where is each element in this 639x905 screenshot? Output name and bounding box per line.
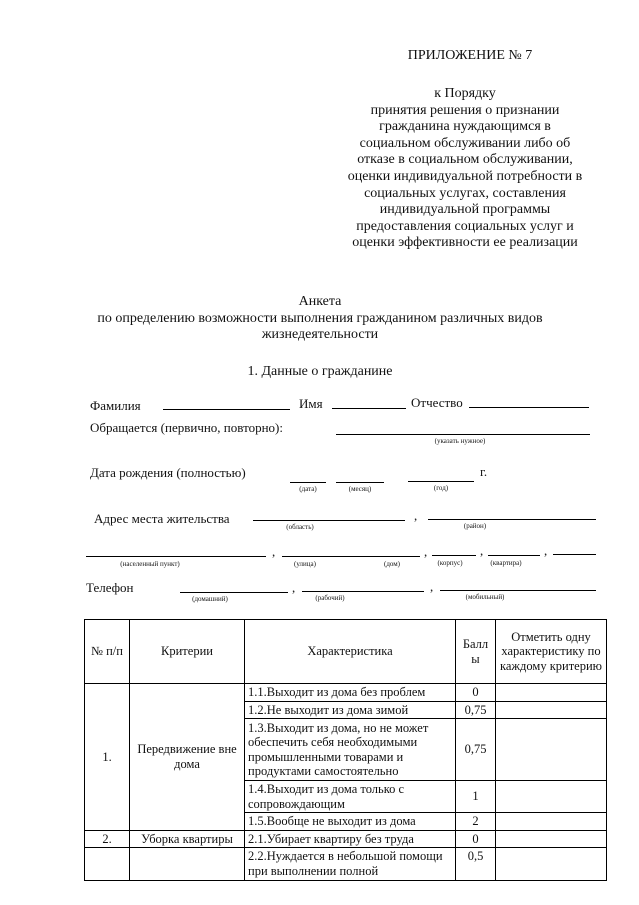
- criteria-table: [84, 619, 607, 881]
- mark-cell[interactable]: [496, 830, 607, 848]
- characteristic-text: 1.2.Не выходит из дома зимой: [245, 701, 456, 719]
- title-line: Анкета: [298, 294, 342, 309]
- order-line: социальных услугах, составления: [364, 185, 566, 201]
- characteristic-text: 1.3.Выходит из дома, но не может обеспечить себя необходимыми промышленными товарами и продуктами самостоятельно: [245, 719, 456, 781]
- appendix-title: ПРИЛОЖЕНИЕ № 7: [407, 48, 533, 63]
- name-label: Имя: [299, 396, 323, 411]
- mark-cell[interactable]: [496, 701, 607, 719]
- surname-label: Фамилия: [90, 398, 141, 413]
- criteria-name: Уборка квартиры: [130, 830, 245, 848]
- characteristic-text: [245, 848, 456, 881]
- applies-label: Обращается (первично, повторно):: [90, 420, 283, 435]
- street-hint: (улица): [294, 560, 316, 568]
- home-phone-field[interactable]: [180, 592, 288, 593]
- home-hint: (домашний): [192, 595, 228, 603]
- table-row: [85, 830, 607, 848]
- title-line: по определению возможности выполнения гражданином различных видов: [97, 310, 543, 326]
- region-field[interactable]: [253, 520, 405, 521]
- comma: ,: [544, 543, 548, 558]
- apartment-field[interactable]: [488, 555, 540, 556]
- birth-day-field[interactable]: [290, 482, 326, 483]
- applies-field[interactable]: [336, 434, 590, 435]
- order-line: принятия решения о признании: [370, 102, 560, 118]
- characteristic-text-inner: 2.2.Нуждается в небольшой помощи при выполнении полной: [248, 849, 443, 878]
- street-house-field[interactable]: [282, 556, 420, 557]
- criteria-number-empty: [85, 848, 130, 881]
- criteria-number: 2.: [85, 830, 130, 848]
- header-points: Балл ы: [456, 620, 496, 684]
- patronymic-label: Отчество: [411, 395, 463, 410]
- apartment-hint: (квартира): [490, 559, 522, 567]
- mark-cell[interactable]: [496, 684, 607, 702]
- year-suffix: г.: [480, 464, 488, 479]
- order-line: гражданина нуждающимся в: [379, 119, 551, 135]
- header-num: № п/п: [85, 620, 130, 684]
- points-value: 0: [456, 830, 496, 848]
- characteristic-text: 2.1.Убирает квартиру без труда: [245, 830, 456, 848]
- locality-field[interactable]: [86, 556, 266, 557]
- mobile-hint: (мобильный): [465, 593, 505, 601]
- questionnaire-title: [60, 294, 580, 344]
- order-reference: [330, 86, 600, 252]
- table-header-row: [85, 620, 607, 684]
- title-line: жизнедеятельности: [261, 327, 379, 342]
- comma: ,: [430, 579, 434, 594]
- month-hint: (месяц): [348, 485, 372, 493]
- work-hint: (рабочий): [315, 594, 345, 602]
- criteria-name-empty: [130, 848, 245, 881]
- mark-cell[interactable]: [496, 813, 607, 831]
- year-hint: (год): [433, 484, 449, 492]
- table-row: [85, 684, 607, 702]
- header-criteria: Критерии: [130, 620, 245, 684]
- order-line: социальном обслуживании либо об: [359, 135, 571, 151]
- district-hint: (район): [463, 522, 487, 530]
- work-phone-field[interactable]: [302, 591, 424, 592]
- section-heading: 1. Данные о гражданине: [247, 364, 393, 379]
- characteristic-text: 1.1.Выходит из дома без проблем: [245, 684, 456, 702]
- house-hint: (дом): [383, 560, 401, 568]
- header-mark: Отметить одну характеристику по каждому критерию: [496, 620, 607, 684]
- points-value: 1: [456, 781, 496, 813]
- district-field[interactable]: [428, 519, 596, 520]
- specify-hint: (указать нужное): [434, 437, 486, 445]
- order-line: оценки индивидуальной потребности в: [347, 168, 583, 184]
- points-value: 0,5: [456, 848, 496, 881]
- points-value: 2: [456, 813, 496, 831]
- day-hint: (дата): [299, 485, 317, 493]
- surname-field[interactable]: [163, 409, 290, 410]
- building-hint: (корпус): [437, 559, 463, 567]
- mark-cell[interactable]: [496, 781, 607, 813]
- comma: ,: [292, 580, 296, 595]
- phone-label: Телефон: [86, 580, 134, 595]
- mobile-phone-field[interactable]: [440, 590, 596, 591]
- patronymic-field[interactable]: [469, 407, 589, 408]
- table-row: [85, 848, 607, 881]
- birth-date-label: Дата рождения (полностью): [90, 465, 246, 480]
- region-hint: (область): [286, 523, 314, 531]
- name-field[interactable]: [332, 408, 406, 409]
- characteristic-text: 1.4.Выходит из дома только с сопровождающим: [245, 781, 456, 813]
- order-line: отказе в социальном обслуживании,: [357, 152, 573, 168]
- comma: ,: [424, 544, 428, 559]
- order-line: оценки эффективности ее реализации: [352, 235, 578, 251]
- order-line: индивидуальной программы: [379, 202, 551, 218]
- locality-hint: (населенный пункт): [120, 560, 180, 568]
- address-label: Адрес места жительства: [94, 511, 230, 526]
- points-value: 0: [456, 684, 496, 702]
- extra-field[interactable]: [553, 554, 596, 555]
- comma: ,: [272, 544, 276, 559]
- birth-year-field[interactable]: [408, 481, 474, 482]
- birth-month-field[interactable]: [336, 482, 384, 483]
- mark-cell[interactable]: [496, 848, 607, 881]
- building-field[interactable]: [432, 555, 476, 556]
- order-line: предоставления социальных услуг и: [356, 218, 574, 234]
- points-value: 0,75: [456, 701, 496, 719]
- header-characteristic: Характеристика: [245, 620, 456, 684]
- order-line: к Порядку: [434, 86, 496, 101]
- criteria-number: 1.: [85, 684, 130, 831]
- points-value: 0,75: [456, 719, 496, 781]
- mark-cell[interactable]: [496, 719, 607, 781]
- comma: ,: [480, 543, 484, 558]
- comma: ,: [414, 508, 418, 523]
- criteria-name: Передвижение вне дома: [130, 684, 245, 831]
- characteristic-text: 1.5.Вообще не выходит из дома: [245, 813, 456, 831]
